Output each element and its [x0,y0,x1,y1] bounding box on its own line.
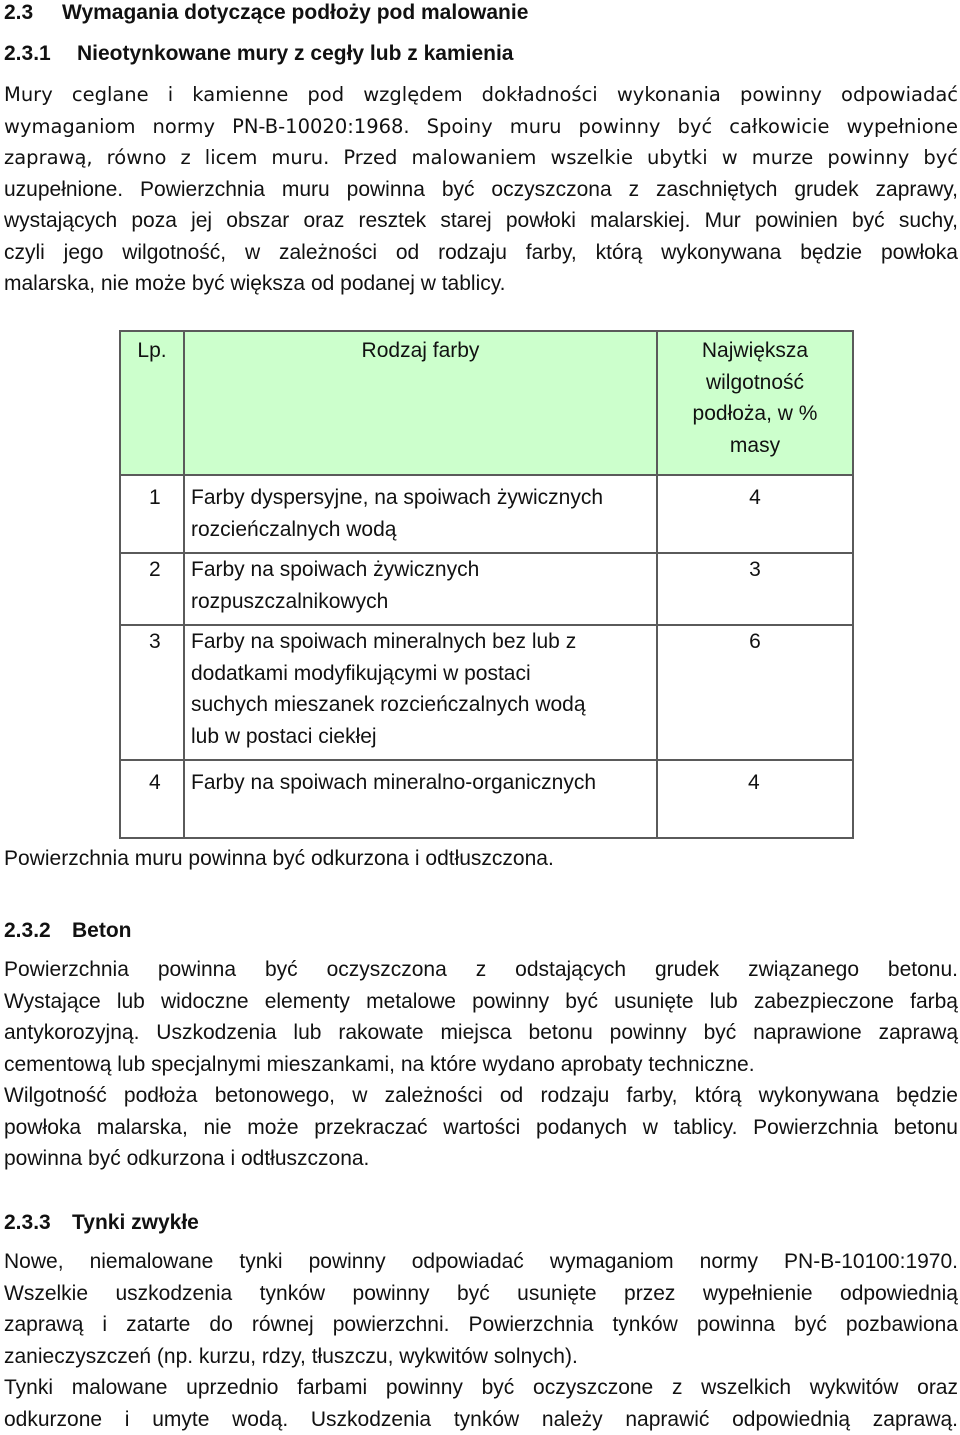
cell-moisture: 4 [657,760,853,838]
section-heading-2-3-2 [4,918,132,944]
section-heading-2-3-1 [4,41,513,67]
text-line: antykorozyjną. Uszkodzenia lub rakowate miejsca betonu powinny być naprawione zaprawą [4,1017,958,1049]
cell-lp: 4 [120,760,184,838]
section-number: 2.3.2 [4,918,72,944]
text-line: zaprawą i zatarte do równej powierzchni. Powierzchnia tynków powinna być pozbawiona [4,1309,958,1341]
cell-paint-type: Farby dyspersyjne, na spoiwach żywicznych rozcieńczalnych wodą [184,475,657,553]
table-header-row [120,331,853,475]
header-lp: Lp. [120,331,184,475]
text-line: czyli jego wilgotność, w zależności od rodzaju farby, którą wykonywana będzie powłoka [4,237,958,269]
section-title: Nieotynkowane mury z cegły lub z kamienia [77,42,513,65]
table-row [120,760,853,838]
cell-paint-type: Farby na spoiwach mineralnych bez lub z dodatkami modyfikującymi w postaci suchych mieszanek rozcieńczalnych wodą lub w postaci ciekłej [184,625,657,760]
cell-moisture: 3 [657,553,853,625]
text-line: powinna być odkurzona i odtłuszczona. [4,1143,958,1175]
paragraph-plaster [4,1246,958,1372]
text-line: Powierzchnia powinna być oczyszczona z odstających grudek związanego betonu. [4,954,958,986]
header-max-moisture: Największa wilgotność podłoża, w % masy [657,331,853,475]
section-title: Wymagania dotyczące podłoży pod malowanie [62,1,528,24]
table-row [120,475,853,553]
section-title: Tynki zwykłe [72,1211,199,1234]
text-line: Wszelkie uszkodzenia tynków powinny być usunięte przez wypełnienie odpowiednią [4,1278,958,1310]
section-heading-2-3-3 [4,1210,199,1236]
paragraph-concrete-moisture [4,1080,958,1175]
text-line: cementową lub specjalnymi mieszankami, na które wydano aprobaty techniczne. [4,1049,958,1081]
cell-lp: 2 [120,553,184,625]
text-line: zanieczyszczeń (np. kurzu, rdzy, tłuszczu, wykwitów solnych). [4,1341,958,1373]
cell-paint-type: Farby na spoiwach żywicznych rozpuszczalnikowych [184,553,657,625]
text-line: Powierzchnia muru powinna być odkurzona i odtłuszczona. [4,843,958,875]
paragraph-painted-plaster [4,1372,958,1435]
text-line: Nowe, niemalowane tynki powinny odpowiadać wymaganiom normy PN-B-10100:1970. [4,1246,958,1278]
cell-moisture: 4 [657,475,853,553]
section-number: 2.3.3 [4,1210,72,1236]
cell-lp: 3 [120,625,184,760]
text-line: Wystające lub widoczne elementy metalowe powinny być usunięte lub zabezpieczone farbą [4,986,958,1018]
text-line: zaprawą, równo z licem muru. Przed malowaniem wszelkie ubytki w murze powinny być [4,142,958,174]
section-title: Beton [72,919,132,942]
text-line: wymaganiom normy PN-B-10020:1968. Spoiny muru powinny być całkowicie wypełnione [4,111,958,143]
cell-paint-type: Farby na spoiwach mineralno-organicznych [184,760,657,838]
section-heading-2-3 [4,0,528,26]
text-line: powłoka malarska, nie może przekraczać wartości podanych w tablicy. Powierzchnia betonu [4,1112,958,1144]
text-line: odkurzone i umyte wodą. Uszkodzenia tynków należy naprawić odpowiednią zaprawą. [4,1404,958,1435]
table-row [120,553,853,625]
table-row [120,625,853,760]
section-number: 2.3 [4,0,62,26]
text-line: wystających poza jej obszar oraz resztek starej powłoki malarskiej. Mur powinien być suchy, [4,205,958,237]
text-line: Tynki malowane uprzednio farbami powinny być oczyszczone z wszelkich wykwitów oraz [4,1372,958,1404]
text-line: uzupełnione. Powierzchnia muru powinna być oczyszczona z zaschniętych grudek zaprawy, [4,174,958,206]
section-number: 2.3.1 [4,41,77,67]
header-paint-type: Rodzaj farby [184,331,657,475]
text-line: Mury ceglane i kamienne pod względem dokładności wykonania powinny odpowiadać [4,79,958,111]
cell-lp: 1 [120,475,184,553]
text-line: Wilgotność podłoża betonowego, w zależności od rodzaju farby, którą wykonywana będzie [4,1080,958,1112]
paragraph-dust-free [4,843,958,875]
moisture-table [119,330,854,839]
cell-moisture: 6 [657,625,853,760]
text-line: malarska, nie może być większa od podanej w tablicy. [4,268,958,300]
paragraph-concrete [4,954,958,1080]
paragraph-masonry [4,79,958,300]
